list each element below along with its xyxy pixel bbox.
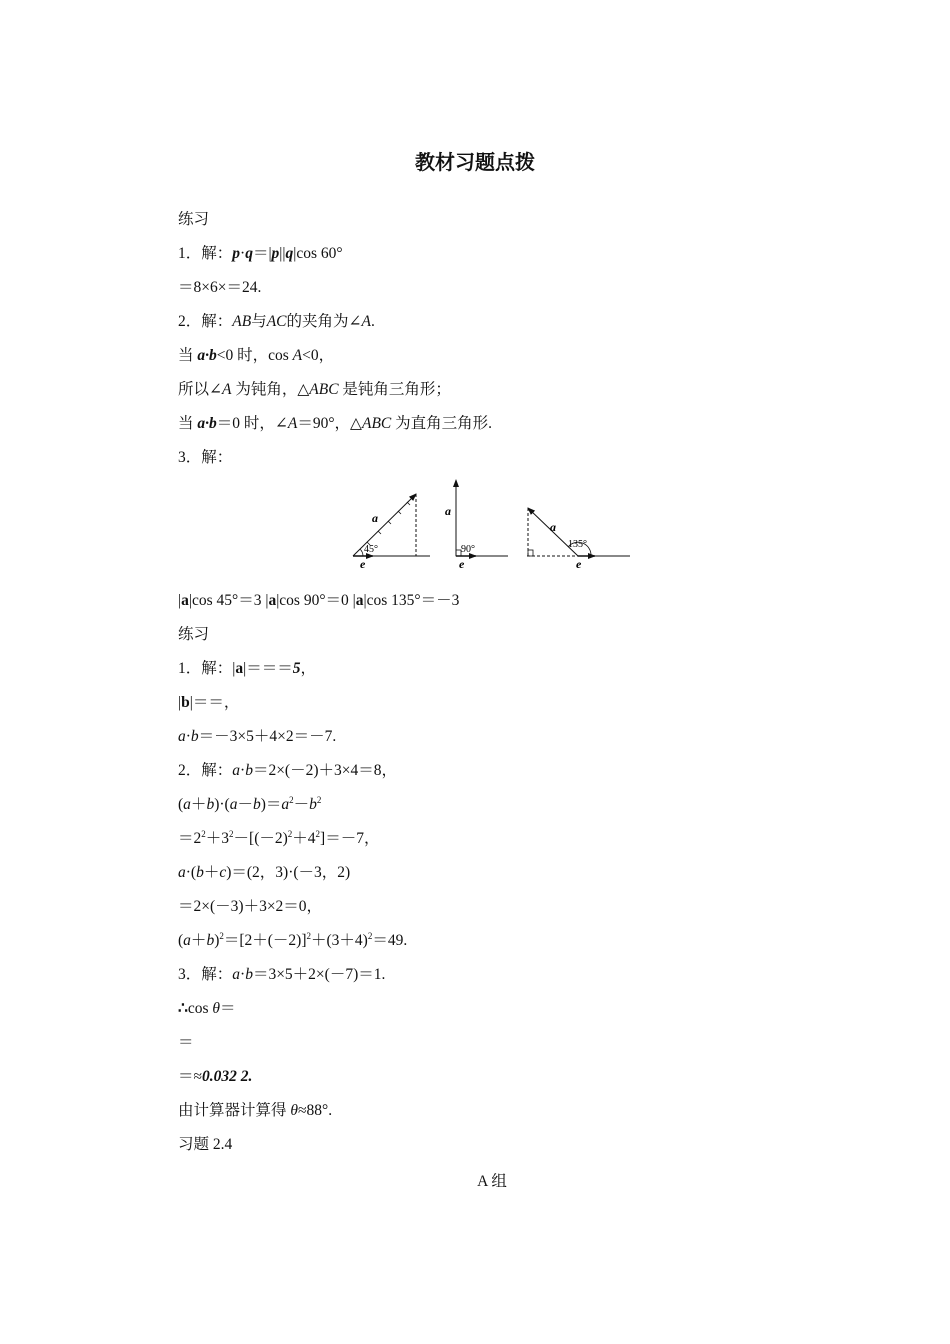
math-var: ABC — [309, 381, 339, 398]
text: |＝＝＝ — [243, 660, 293, 677]
diagram-135 — [527, 508, 630, 571]
text: | — [178, 694, 182, 711]
s2-q1-line1 — [178, 659, 316, 679]
exponent: 2 — [306, 931, 312, 941]
math-var: b — [181, 694, 190, 711]
s2-q3-line1 — [178, 965, 385, 985]
math-op: · — [240, 245, 246, 262]
math-value: 0.032 2. — [202, 1068, 253, 1085]
math-var: θ — [212, 1000, 221, 1017]
exponent: 2 — [201, 829, 206, 839]
text: ＝0 时，∠ — [216, 415, 288, 432]
math-var: A — [292, 347, 303, 364]
diagram-90 — [445, 480, 508, 571]
text: ＝2×(－2)＋3×4＝8， — [252, 762, 397, 779]
math-var: a·b — [197, 415, 217, 432]
text: 与 — [251, 313, 267, 330]
math-var: a — [232, 966, 241, 983]
math-var: a — [183, 796, 191, 813]
math-var: c — [219, 864, 227, 881]
text: · — [240, 762, 246, 779]
math-var: AC — [266, 313, 287, 330]
section-heading-practice-1: 练习 — [178, 211, 210, 228]
s1-q3-results — [178, 591, 459, 611]
exponent: 2 — [229, 829, 234, 839]
label-a-3: a — [550, 520, 556, 534]
exponent: 2 — [367, 931, 373, 941]
math-var: a — [281, 796, 290, 813]
text: |cos 45°＝3 | — [188, 592, 269, 609]
text: ]＝－7， — [320, 830, 380, 847]
math-var: AB — [232, 313, 252, 330]
s1-q2-line2 — [178, 346, 334, 366]
text: 所以∠ — [178, 381, 222, 398]
math-var: b — [252, 796, 261, 813]
s1-q1-line2: ＝8×6×＝24. — [178, 279, 262, 296]
page-title: 教材习题点拨 — [415, 150, 535, 174]
s1-q1-line1 — [178, 244, 343, 264]
s2-q3-line3: ＝ — [178, 1034, 194, 1051]
exponent: 2 — [219, 931, 224, 941]
section-heading-practice-2: 练习 — [178, 626, 210, 643]
text: ＋ — [203, 864, 220, 881]
text: 为钝角，△ — [231, 381, 310, 398]
label-a-2: a — [445, 504, 451, 518]
s2-q2-line2 — [178, 795, 321, 815]
s1-q2-line1 — [178, 312, 375, 332]
math-op: || — [279, 245, 286, 262]
text: － — [237, 796, 253, 813]
math-var: a — [235, 660, 244, 677]
math-var: b — [309, 796, 317, 813]
s1-q2-line4 — [178, 414, 492, 434]
math-text: |cos 60° — [293, 245, 343, 262]
q-label: 2．解： — [178, 313, 233, 330]
text: )＝(2，3)·(－3，2) — [226, 864, 351, 881]
s2-q3-line5 — [178, 1101, 332, 1121]
s2-q3-line4 — [178, 1067, 252, 1087]
q-label: 1．解： — [178, 660, 233, 677]
text: 当 — [178, 347, 198, 364]
text: ＝3×5＋2×(－7)＝1. — [252, 966, 386, 983]
text: ≈88°. — [298, 1102, 333, 1119]
text: . — [371, 313, 375, 330]
projection-figure — [340, 472, 640, 572]
text: ＋ — [190, 932, 207, 949]
q-label: 1．解： — [178, 245, 233, 262]
math-var: a — [178, 864, 186, 881]
text: ＋(3＋4) — [311, 932, 368, 949]
text: |cos 90°＝0 | — [276, 592, 356, 609]
math-var: b — [206, 932, 215, 949]
text: ＝90°，△ — [297, 415, 362, 432]
math-var: a — [181, 592, 189, 609]
text: |cos 135°＝－3 — [363, 592, 460, 609]
math-var: a — [268, 592, 277, 609]
math-var: A — [222, 381, 232, 398]
math-var: b — [196, 864, 204, 881]
text: )＝ — [260, 796, 282, 813]
group-heading: A 组 — [477, 1173, 507, 1190]
math-var: A — [287, 415, 298, 432]
s1-q3-label: 3．解： — [178, 449, 233, 466]
text: 由计算器计算得 — [178, 1102, 291, 1119]
math-var: b — [245, 762, 253, 779]
text: ＋ — [190, 796, 207, 813]
math-var: q — [285, 245, 294, 262]
s2-q2-line3 — [178, 829, 379, 849]
text: － — [293, 796, 310, 813]
q-label: 3．解： — [178, 966, 233, 983]
math-var: a — [232, 762, 241, 779]
math-var: b — [190, 728, 199, 745]
text: ＝≈ — [178, 1068, 203, 1085]
text: ) — [214, 932, 220, 949]
text: | — [232, 660, 236, 677]
math-var: a — [183, 932, 191, 949]
s2-q2-line4 — [178, 863, 350, 883]
label-45: 45° — [364, 544, 378, 555]
s2-q2-line5: ＝2×(－3)＋3×2＝0， — [178, 898, 323, 915]
therefore-symbol: ∴ — [178, 1000, 188, 1017]
math-var: θ — [290, 1102, 299, 1119]
s2-q2-line6 — [178, 931, 407, 951]
s2-q1-line3 — [178, 727, 336, 747]
text: 为直角三角形. — [391, 415, 493, 432]
s1-q2-line3 — [178, 380, 451, 400]
text: ， — [300, 660, 316, 677]
s2-q2-line1 — [178, 761, 397, 781]
text: <0， — [302, 347, 335, 364]
math-op: ＝| — [252, 245, 272, 262]
text: ＝－3×5＋4×2＝－7. — [198, 728, 337, 745]
label-e-2: e — [459, 557, 465, 571]
label-135: 135° — [568, 539, 587, 550]
q-label: 2．解： — [178, 762, 233, 779]
text: ( — [178, 796, 184, 813]
text: ( — [178, 932, 184, 949]
exercise-heading: 习题 2.4 — [178, 1136, 233, 1153]
text: 的夹角为∠ — [286, 313, 362, 330]
text: | — [178, 592, 182, 609]
math-var: a — [355, 592, 364, 609]
math-var: p — [232, 245, 241, 262]
text: 当 — [178, 415, 198, 432]
exponent: 2 — [315, 829, 321, 839]
text: cos — [187, 1000, 213, 1017]
math-var: a — [178, 728, 186, 745]
math-var: A — [361, 313, 371, 330]
text: ＝49. — [372, 932, 408, 949]
text: · — [240, 966, 246, 983]
label-e-1: e — [360, 557, 366, 571]
exponent: 2 — [316, 795, 322, 805]
s2-q1-line2 — [178, 693, 239, 713]
text: －[(－2) — [233, 830, 288, 847]
math-var: b — [245, 966, 253, 983]
text: ＋3 — [205, 830, 230, 847]
math-var: b — [206, 796, 215, 813]
text: ＋4 — [292, 830, 316, 847]
diagram-45 — [353, 494, 430, 571]
text: <0 时，cos — [216, 347, 293, 364]
text: 是钝角三角形； — [338, 381, 451, 398]
exponent: 2 — [289, 795, 294, 805]
math-var: p — [271, 245, 280, 262]
text: ＝ — [220, 1000, 236, 1017]
text: ·( — [185, 864, 197, 881]
label-a-1: a — [372, 511, 378, 525]
math-var: a·b — [197, 347, 217, 364]
math-var: ABC — [361, 415, 392, 432]
math-var: q — [245, 245, 253, 262]
text: · — [185, 728, 191, 745]
exponent: 2 — [287, 829, 293, 839]
text: )·( — [214, 796, 230, 813]
label-e-3: e — [576, 557, 582, 571]
text: ＝2 — [178, 830, 202, 847]
math-var: a — [229, 796, 238, 813]
math-value: 5 — [292, 660, 301, 677]
label-90: 90° — [461, 544, 475, 555]
text: |＝＝， — [189, 694, 240, 711]
s2-q3-line2 — [178, 999, 236, 1019]
text: ＝[2＋(－2)] — [223, 932, 307, 949]
